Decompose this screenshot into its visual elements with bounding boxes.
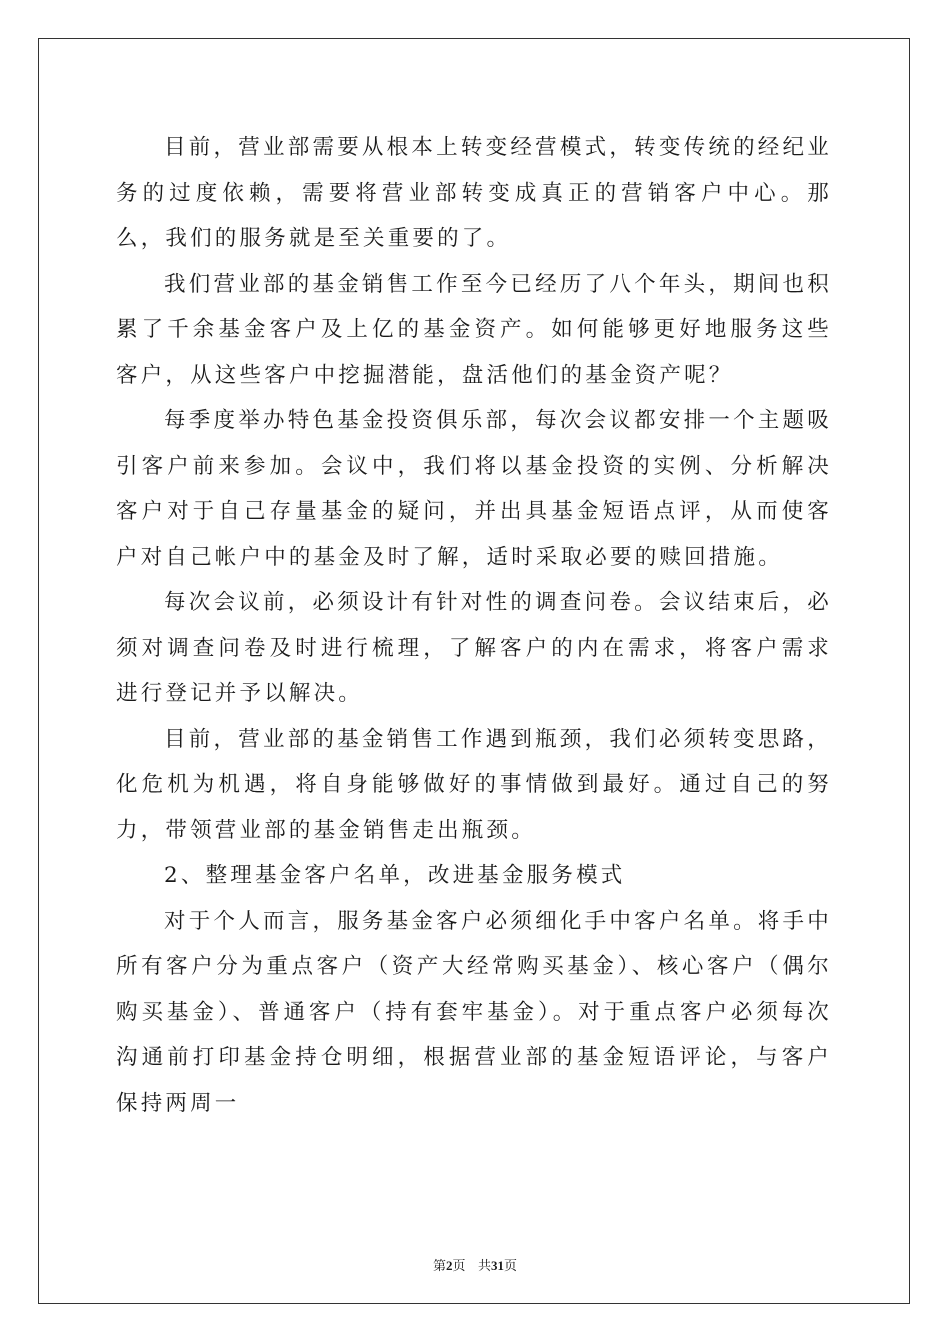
paragraph-2: 我们营业部的基金销售工作至今已经历了八个年头，期间也积累了千余基金客户及上亿的基金资产。如何能够更好地服务这些客户，从这些客户中挖掘潜能，盘活他们的基金资产呢？ [116, 271, 832, 388]
paragraph-4: 每次会议前，必须设计有针对性的调查问卷。会议结束后，必须对调查问卷及时进行梳理，了解客户的内在需求，将客户需求进行登记并予以解决。 [116, 590, 832, 706]
current-page-number: 2 [446, 1258, 453, 1273]
total-prefix: 共 [477, 1259, 491, 1274]
paragraph-6: 对于个人而言，服务基金客户必须细化手中客户名单。将手中所有客户分为重点客户（资产大经常购买基金）、核心客户（偶尔购买基金）、普通客户（持有套牢基金）。对于重点客户必须每次沟通前打印基金持仓明细，根据营业部的基金短语评论，与客户保持两周一 [116, 908, 832, 1116]
paragraph-3: 每季度举办特色基金投资俱乐部，每次会议都安排一个主题吸引客户前来参加。会议中，我们将以基金投资的实例、分析解决客户对于自己存量基金的疑问，并出具基金短语点评，从而使客户对自己帐户中的基金及时了解，适时采取必要的赎回措施。 [116, 408, 832, 570]
total-suffix: 页 [503, 1259, 517, 1274]
document-body [116, 125, 832, 1126]
paragraph-5: 目前，营业部的基金销售工作遇到瓶颈，我们必须转变思路，化危机为机遇，将自身能够做好的事情做到最好。通过自己的努力，带领营业部的基金销售走出瓶颈。 [116, 726, 832, 843]
page-prefix: 第 [433, 1259, 447, 1274]
total-page-count: 31 [490, 1258, 504, 1273]
page-footer [0, 1255, 950, 1274]
section-heading: 2、整理基金客户名单，改进基金服务模式 [164, 863, 626, 888]
paragraph-1: 目前，营业部需要从根本上转变经营模式，转变传统的经纪业务的过度依赖，需要将营业部转变成真正的营销客户中心。那么，我们的服务就是至关重要的了。 [116, 135, 832, 251]
page-suffix: 页 [452, 1259, 466, 1274]
